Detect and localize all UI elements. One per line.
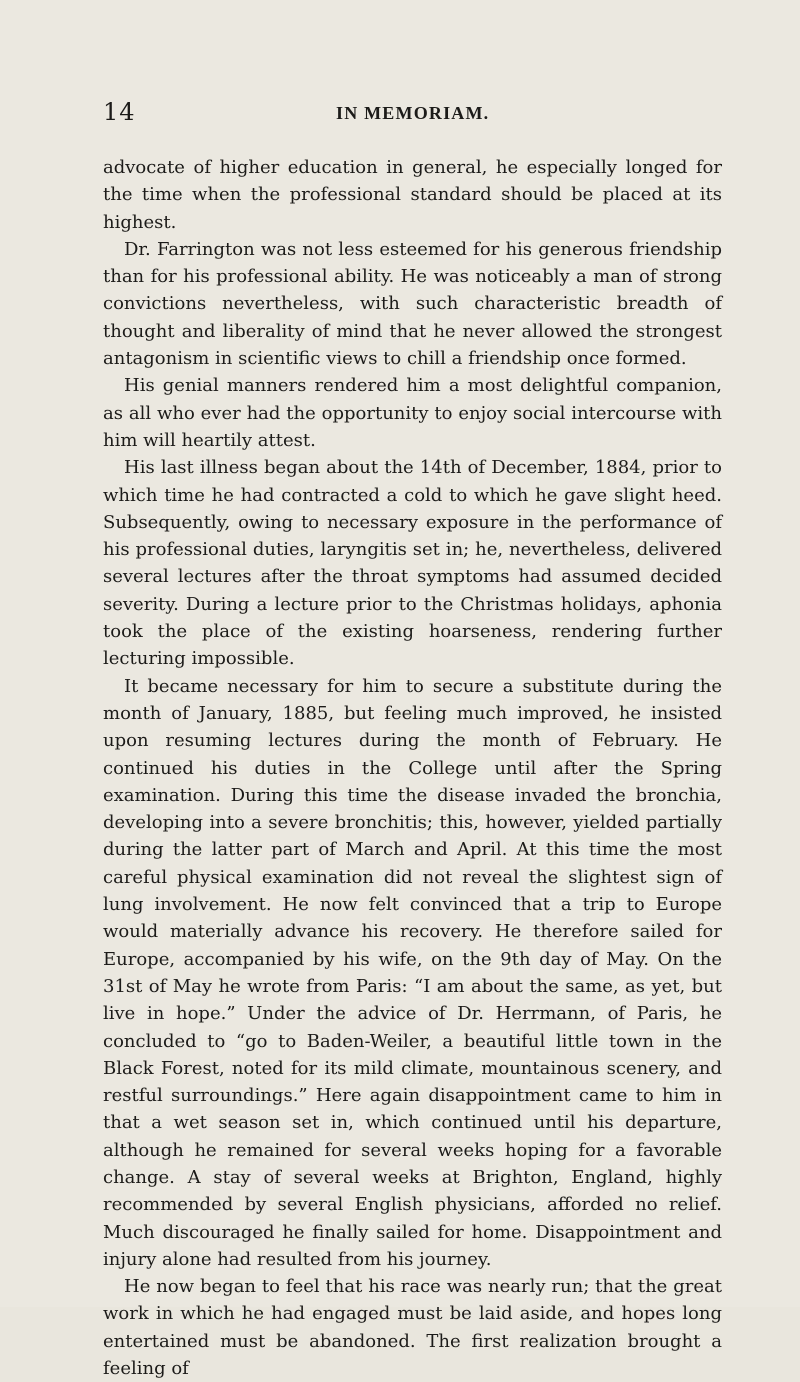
paragraph-continuation: advocate of higher education in general, he especially longed for the time when the professional standard should be placed at its highest. bbox=[103, 157, 722, 233]
page-number: 14 bbox=[103, 98, 136, 126]
paragraph-illness: His last illness began about the 14th of December, 1884, prior to which time he had contracted a cold to which he gave slight heed. Subsequently, owing to necessary exposure in the performance of his professional duties, laryngitis set in; he, nevertheless, delivered several lectures after the throat symptoms had assumed decided severity. During a lecture prior to the Christmas holidays, aphonia took the place of the existing hoarseness, rendering further lecturing impossible. bbox=[103, 457, 722, 670]
paragraph-realization: He now began to feel that his race was nearly run; that the great work in which he had engaged must be laid aside, and hopes long entertained must be abandoned. The first realization brought a feeling of bbox=[103, 1276, 722, 1380]
paragraph-friendship: Dr. Farrington was not less esteemed for his generous friendship than for his professional ability. He was noticeably a man of strong convictions nevertheless, with such characteristic breadth of thought and liberality of mind that he never allowed the strongest antagonism in scientific views to chill a friendship once formed. bbox=[103, 238, 722, 370]
page-header bbox=[103, 98, 717, 128]
paragraph-manners: His genial manners rendered him a most delightful companion, as all who ever had the opportunity to enjoy social intercourse with him will heartily attest. bbox=[103, 375, 722, 451]
running-head: IN MEMORIAM. bbox=[336, 103, 490, 123]
paragraph-journey: It became necessary for him to secure a substitute during the month of January, 1885, but feeling much improved, he insisted upon resuming lectures during the month of February. He continued his duties in the College until after the Spring examination. During this time the disease invaded the bronchia, developing into a severe bronchitis; this, however, yielded partially during the latter part of March and April. At this time the most careful physical examination did not reveal the slightest sign of lung involvement. He now felt convinced that a trip to Europe would materially advance his recovery. He therefore sailed for Europe, accompanied by his wife, on the 9th day of May. On the 31st of May he wrote from Paris: “I am about the same, as yet, but live in hope.” Under the advice of Dr. Herrmann, of Paris, he concluded to “go to Baden-Weiler, a beautiful little town in the Black Forest, noted for its mild climate, mountainous scenery, and restful surroundings.” Here again disappointment came to him in that a wet season set in, which continued until his departure, although he remained for several weeks hoping for a favorable change. A stay of several weeks at Brighton, England, highly recommended by several English physicians, afforded no relief. Much discouraged he finally sailed for home. Disappointment and injury alone had resulted from his journey. bbox=[103, 675, 722, 1270]
body-text bbox=[103, 154, 722, 1382]
